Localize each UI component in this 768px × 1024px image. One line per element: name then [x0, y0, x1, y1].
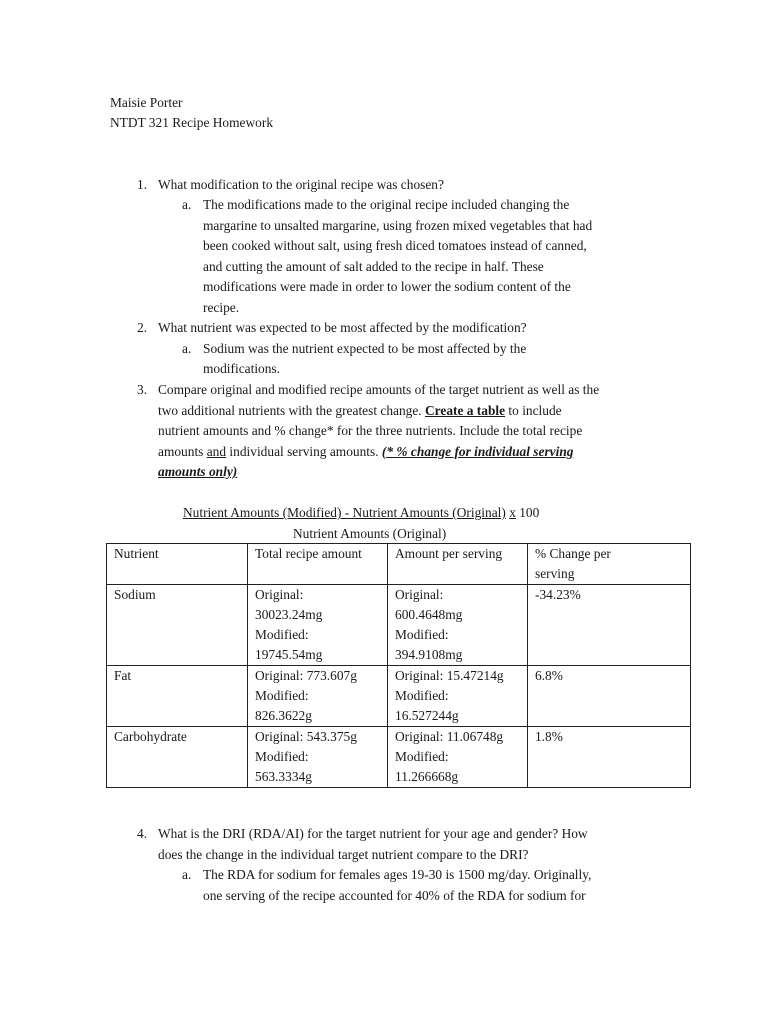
cell-text: Modified:: [395, 627, 449, 642]
question-text-line: [158, 442, 573, 462]
formula-numerator-text: Nutrient Amounts (Modified) - Nutrient Amounts (Original): [183, 505, 506, 520]
answer-line: been cooked without salt, using fresh diced tomatoes instead of canned,: [203, 238, 587, 253]
question-text: does the change in the individual target nutrient compare to the DRI?: [158, 846, 529, 862]
nutrient-comparison-table: [106, 543, 691, 788]
percent-change-formula-denominator: Nutrient Amounts (Original): [293, 525, 447, 541]
table-cell: [248, 727, 388, 788]
cell-text: Original: 543.375g: [255, 729, 357, 744]
table-header-cell: [248, 544, 388, 585]
cell-text: Carbohydrate: [114, 729, 187, 744]
question-number: 3.: [137, 382, 148, 397]
table-cell: [107, 585, 248, 666]
answer-letter: a.: [182, 197, 192, 212]
cell-text: Fat: [114, 668, 132, 683]
create-table-emphasis: Create a table: [425, 402, 506, 418]
cell-text: 563.3334g: [255, 769, 312, 784]
cell-text: Sodium: [114, 587, 156, 602]
answer-line: and cutting the amount of salt added to the recipe in half. These: [203, 258, 544, 274]
answer-line: The RDA for sodium for females ages 19-30 is 1500 mg/day. Originally,: [203, 867, 592, 882]
footnote-note: (* % change for individual serving: [381, 443, 574, 459]
cell-text: 826.3622g: [255, 708, 312, 723]
text-run: to include: [505, 402, 562, 418]
percent-change-formula-numerator: [183, 503, 539, 523]
text-run: individual serving amounts.: [226, 443, 382, 459]
header-text: serving: [535, 566, 575, 581]
cell-text: 19745.54mg: [255, 647, 323, 662]
cell-text: Modified:: [395, 749, 449, 764]
cell-text: Modified:: [395, 688, 449, 703]
table-header-cell: [388, 544, 528, 585]
table-cell: [388, 727, 528, 788]
table-cell: [388, 585, 528, 666]
question-text-line: [158, 401, 562, 421]
cell-text: 6.8%: [535, 668, 563, 683]
text-run: amounts: [158, 443, 207, 459]
answer-letter: a.: [182, 340, 192, 356]
cell-text: 11.266668g: [395, 769, 459, 784]
answer-line: recipe.: [203, 299, 240, 315]
formula-multiplier-x: x: [509, 505, 516, 520]
cell-text: Modified:: [255, 749, 309, 764]
cell-text: Modified:: [255, 688, 309, 703]
cell-text: Original: 15.47214g: [395, 668, 504, 683]
course-title: NTDT 321 Recipe Homework: [110, 115, 274, 130]
answer-line: modifications.: [203, 361, 280, 376]
table-row: [107, 727, 691, 788]
table-cell: [528, 727, 691, 788]
answer-line: one serving of the recipe accounted for 40% of the RDA for sodium for: [203, 887, 586, 903]
question-text: nutrient amounts and % change* for the three nutrients. Include the total recipe: [158, 423, 583, 438]
cell-text: 30023.24mg: [255, 607, 323, 622]
cell-text: 394.9108mg: [395, 647, 463, 662]
table-cell: [107, 727, 248, 788]
table-header-cell: [528, 544, 691, 585]
question-text: What is the DRI (RDA/AI) for the target nutrient for your age and gender? How: [158, 826, 588, 841]
answer-letter: a.: [182, 867, 192, 882]
cell-text: -34.23%: [535, 587, 581, 602]
cell-text: Modified:: [255, 627, 309, 642]
table-cell: [528, 666, 691, 727]
question-text: What nutrient was expected to be most affected by the modification?: [158, 320, 527, 335]
question-number: 4.: [137, 826, 148, 841]
cell-text: Original:: [255, 587, 304, 602]
header-text: % Change per: [535, 546, 611, 561]
and-emphasis: and: [206, 443, 227, 459]
cell-text: Original: 11.06748g: [395, 729, 504, 744]
question-text: Compare original and modified recipe amounts of the target nutrient as well as the: [158, 382, 600, 397]
author-name: Maisie Porter: [110, 95, 183, 110]
header-text: Amount per serving: [395, 546, 503, 561]
table-cell: [388, 666, 528, 727]
cell-text: Original: 773.607g: [255, 668, 357, 683]
table-header-cell: [107, 544, 248, 585]
cell-text: 600.4648mg: [395, 607, 463, 622]
table-cell: [248, 666, 388, 727]
header-text: Nutrient: [114, 546, 159, 561]
answer-line: modifications were made in order to lower the sodium content of the: [203, 279, 571, 294]
cell-text: Original:: [395, 587, 444, 602]
header-text: Total recipe amount: [255, 546, 362, 561]
footnote-note: amounts only): [158, 464, 238, 479]
table-cell: [107, 666, 248, 727]
answer-line: Sodium was the nutrient expected to be most affected by the: [203, 340, 527, 356]
question-number: 2.: [137, 320, 148, 335]
question-text: What modification to the original recipe was chosen?: [158, 177, 444, 192]
answer-line: The modifications made to the original recipe included changing the: [203, 197, 570, 212]
table-header-row: [107, 544, 691, 585]
table-row: [107, 666, 691, 727]
cell-text: 1.8%: [535, 729, 563, 744]
cell-text: 16.527244g: [395, 708, 459, 723]
table-row: [107, 585, 691, 666]
table-cell: [528, 585, 691, 666]
table-cell: [248, 585, 388, 666]
question-number: 1.: [137, 177, 148, 192]
text-run: two additional nutrients with the greatest change.: [158, 402, 425, 418]
formula-multiplier-number: 100: [515, 505, 540, 520]
answer-line: margarine to unsalted margarine, using frozen mixed vegetables that had: [203, 217, 593, 233]
